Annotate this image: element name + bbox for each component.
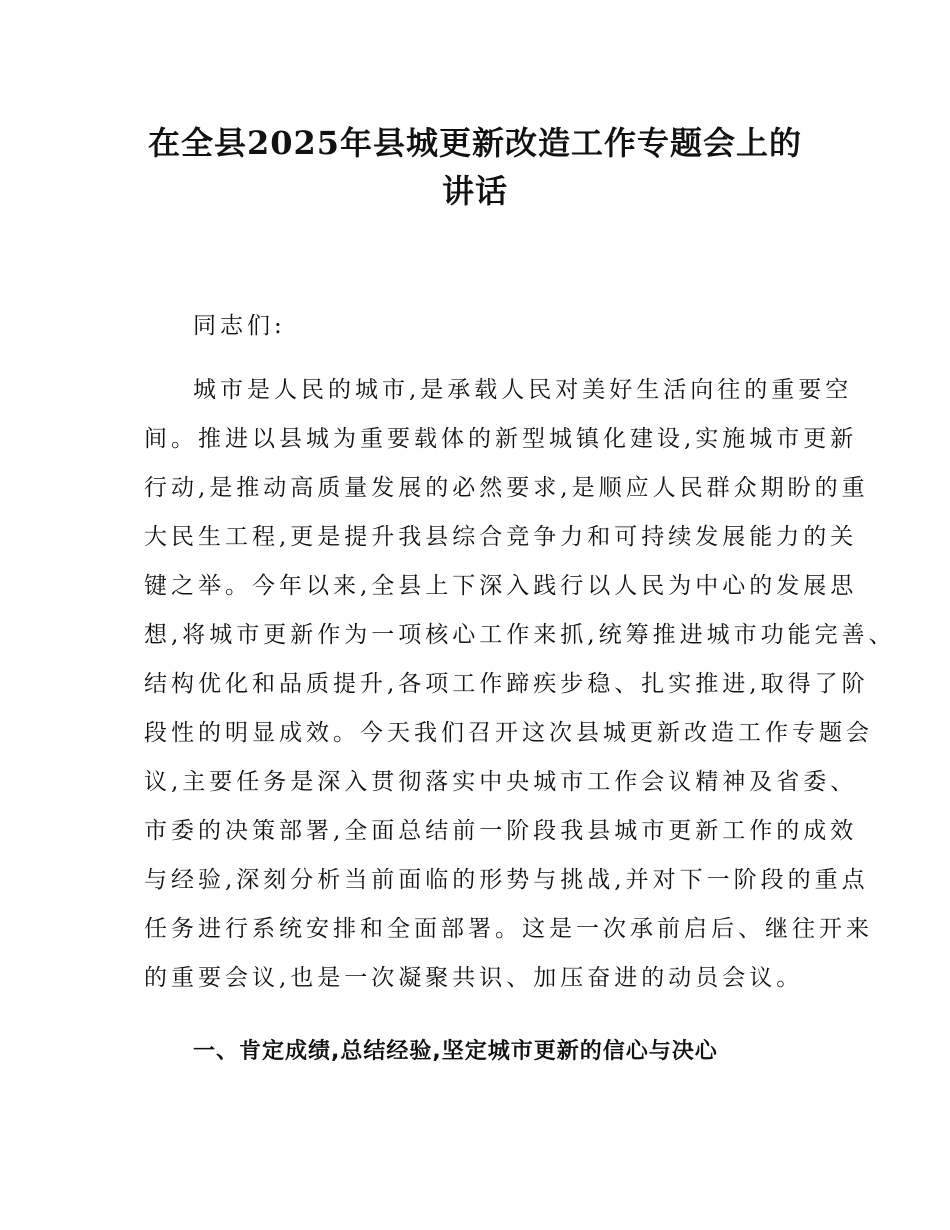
body-line: 行动,是推动高质量发展的必然要求,是顺应人民群众期盼的重 xyxy=(144,475,869,501)
section-heading: 一、肯定成绩,总结经验,坚定城市更新的信心与决心 xyxy=(193,1039,718,1064)
body-line: 任务进行系统安排和全面部署。这是一次承前启后、继往开来 xyxy=(144,916,873,942)
document-title-line-1: 在全县2025年县城更新改造工作专题会上的 xyxy=(147,124,803,162)
body-line: 与经验,深刻分析当前面临的形势与挑战,并对下一阶段的重点 xyxy=(144,867,869,893)
body-line: 间。推进以县城为重要载体的新型城镇化建设,实施城市更新 xyxy=(144,426,858,452)
body-line: 键之举。今年以来,全县上下深入践行以人民为中心的发展思 xyxy=(144,573,858,599)
body-line: 城市是人民的城市,是承载人民对美好生活向往的重要空 xyxy=(193,377,853,403)
body-line: 大民生工程,更是提升我县综合竞争力和可持续发展能力的关 xyxy=(144,524,858,550)
body-line: 的重要会议,也是一次凝聚共识、加压奋进的动员会议。 xyxy=(144,965,804,991)
body-line: 段性的明显成效。今天我们召开这次县城更新改造工作专题会 xyxy=(144,720,873,746)
body-line: 议,主要任务是深入贯彻落实中央城市工作会议精神及省委、 xyxy=(144,769,858,795)
body-line: 市委的决策部署,全面总结前一阶段我县城市更新工作的成效 xyxy=(144,818,858,844)
salutation: 同志们: xyxy=(193,313,286,339)
document-title-line-2: 讲话 xyxy=(441,172,508,210)
body-line: 结构优化和品质提升,各项工作蹄疾步稳、扎实推进,取得了阶 xyxy=(144,671,869,697)
body-line: 想,将城市更新作为一项核心工作来抓,统筹推进城市功能完善、 xyxy=(144,622,896,648)
